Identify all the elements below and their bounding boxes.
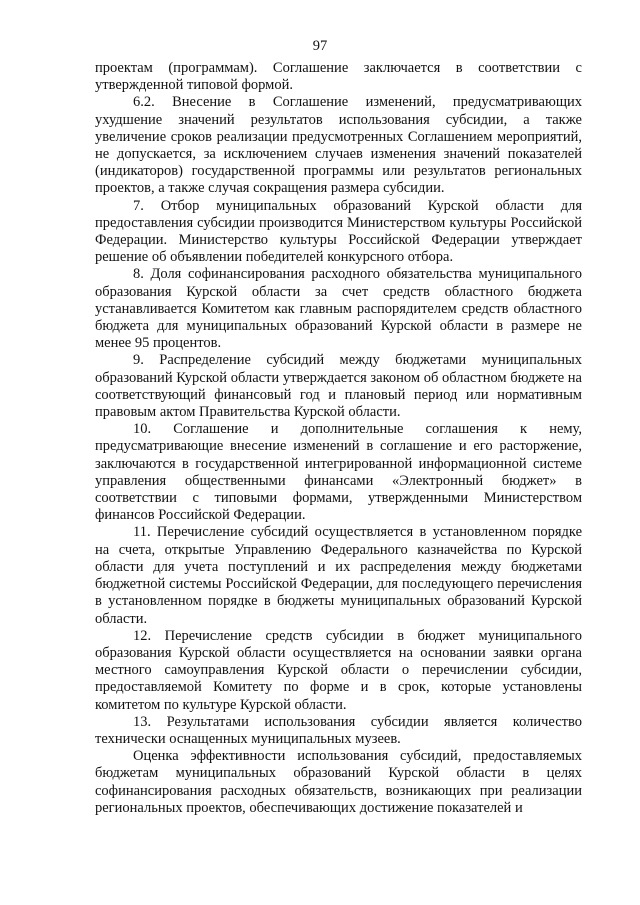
paragraph-evaluation: Оценка эффективности использования субсидий, предоставляемых бюджетам муниципальных образований Курской области в целях софинансирования расходных обязательств, возникающих при реализации региональных проектов, обеспечивающих достижение показателей и (95, 748, 582, 816)
document-body (95, 60, 582, 817)
paragraph-12: 12. Перечисление средств субсидии в бюджет муниципального образования Курской области осуществляется на основании заявки органа местного самоуправления Курской области о перечислении субсидии, предоставляемой Комитету по форме и в срок, которые установлены комитетом по культуре Курской области. (95, 627, 582, 713)
paragraph-8: 8. Доля софинансирования расходного обязательства муниципального образования Курской области за счет средств областного бюджета устанавливается Комитетом как главным распорядителем средств областного бюджета для муниципальных образований Курской области в размере не менее 95 процентов. (95, 266, 582, 352)
paragraph-13: 13. Результатами использования субсидии является количество технически оснащенных муниципальных музеев. (95, 713, 582, 747)
paragraph-7: 7. Отбор муниципальных образований Курской области для предоставления субсидии производится Министерством культуры Российской Федерации. Министерство культуры Российской Федерации утверждает решение об объявлении победителей конкурсного отбора. (95, 197, 582, 266)
paragraph-11: 11. Перечисление субсидий осуществляется в установленном порядке на счета, открытые Управлению Федерального казначейства по Курской области для учета поступлений и их распределения между бюджетами бюджетной системы Российской Федерации, для последующего перечисления в установленном порядке в бюджеты муниципальных образований Курской области. (95, 524, 582, 627)
paragraph-10: 10. Соглашение и дополнительные соглашения к нему, предусматривающие внесение изменений в соглашение и его расторжение, заключаются в государственной интегрированной информационной системе управления общественными финансами «Электронный бюджет» в соответствии с типовыми формами, утвержденными Министерством финансов Российской Федерации. (95, 421, 582, 524)
page-number: 97 (312, 38, 328, 54)
paragraph-continuation: проектам (программам). Соглашение заключается в соответствии с утвержденной типовой формой. (95, 60, 582, 94)
paragraph-9: 9. Распределение субсидий между бюджетами муниципальных образований Курской области утверждается законом об областном бюджете на соответствующий финансовый год и плановый период или нормативным правовым актом Правительства Курской области. (95, 352, 582, 421)
paragraph-6-2: 6.2. Внесение в Соглашение изменений, предусматривающих ухудшение значений результатов использования субсидии, а также увеличение сроков реализации предусмотренных Соглашением мероприятий, не допускается, за исключением случаев изменения значений показателей (индикаторов) государственной программы или результатов региональных проектов, а также случая сокращения размера субсидии. (95, 94, 582, 197)
